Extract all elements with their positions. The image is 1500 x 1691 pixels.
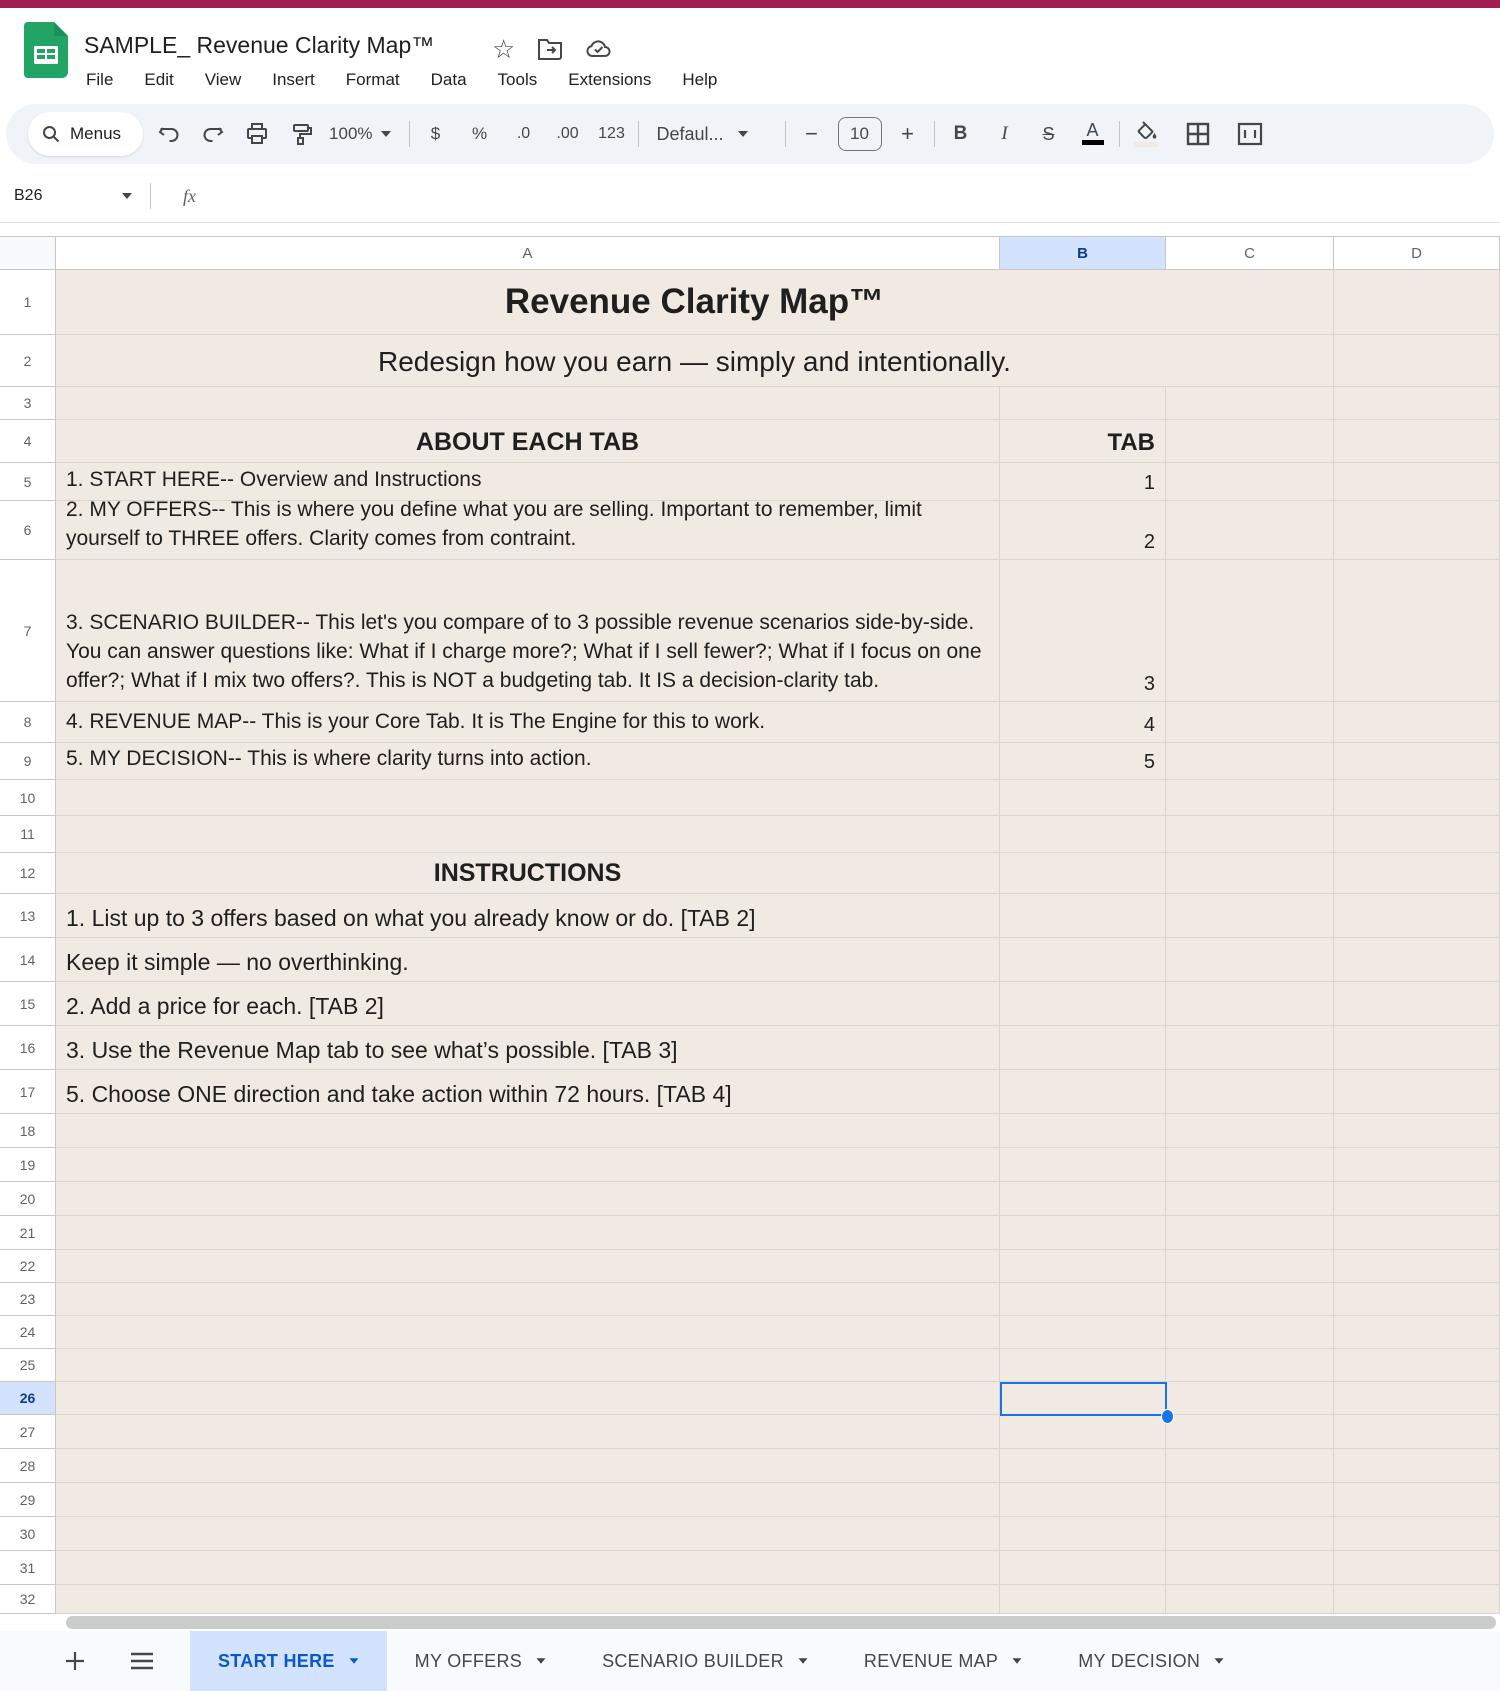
- cell-A22[interactable]: [56, 1250, 1000, 1283]
- cell-C8[interactable]: [1166, 702, 1334, 743]
- bold-button[interactable]: B: [953, 123, 968, 144]
- cell-B17[interactable]: [1000, 1070, 1166, 1114]
- cell-C15[interactable]: [1166, 982, 1334, 1026]
- menu-edit[interactable]: Edit: [144, 70, 174, 89]
- row-header-7[interactable]: 7: [0, 560, 56, 702]
- chevron-down-icon: [349, 1658, 358, 1663]
- redo-button[interactable]: [195, 116, 231, 152]
- cell-B9[interactable]: 5: [1000, 743, 1166, 780]
- menus-label: Menus: [70, 124, 122, 143]
- row-header-1[interactable]: 1: [0, 270, 56, 335]
- cell-B15[interactable]: [1000, 982, 1166, 1026]
- cell-B6[interactable]: 2: [1000, 501, 1166, 560]
- brand-accent-bar: [0, 0, 1500, 8]
- cell-C10[interactable]: [1166, 780, 1334, 816]
- row-header-24[interactable]: 24: [0, 1316, 56, 1349]
- font-select[interactable]: [647, 124, 777, 145]
- tab-label: MY OFFERS: [414, 1650, 523, 1671]
- cell-A4[interactable]: ABOUT EACH TAB: [56, 420, 1000, 463]
- cell-A19[interactable]: [56, 1148, 1000, 1182]
- cell-C28[interactable]: [1166, 1449, 1334, 1483]
- cell-B14[interactable]: [1000, 938, 1166, 982]
- cell-B3[interactable]: [1000, 387, 1166, 420]
- cell-D32[interactable]: [1334, 1585, 1500, 1614]
- cell-C30[interactable]: [1166, 1517, 1334, 1551]
- cell-B16[interactable]: [1000, 1026, 1166, 1070]
- row-header-18[interactable]: 18: [0, 1114, 56, 1148]
- row-header-27[interactable]: 27: [0, 1415, 56, 1449]
- move-folder-icon[interactable]: [537, 38, 563, 60]
- cell-D5[interactable]: [1334, 463, 1500, 501]
- row-header-32[interactable]: 32: [0, 1585, 56, 1614]
- row-header-15[interactable]: 15: [0, 982, 56, 1026]
- cell-A8[interactable]: 4. REVENUE MAP-- This is your Core Tab. It is The Engine for this to work.: [56, 702, 1000, 743]
- number-format-button[interactable]: 123: [598, 125, 625, 142]
- text-color-letter: A: [1086, 120, 1099, 140]
- row-header-6[interactable]: 6: [0, 501, 56, 560]
- chevron-down-icon: [381, 131, 391, 137]
- horizontal-scrollbar: [0, 1614, 1500, 1631]
- tab-label: REVENUE MAP: [863, 1650, 999, 1671]
- toolbar: [6, 104, 1494, 164]
- row-header-4[interactable]: 4: [0, 420, 56, 463]
- cell-B32[interactable]: [1000, 1585, 1166, 1614]
- cell-A29[interactable]: [56, 1483, 1000, 1517]
- cell-D23[interactable]: [1334, 1283, 1500, 1316]
- tab-start-here[interactable]: [190, 1631, 387, 1691]
- decrease-decimal-button[interactable]: .0: [516, 125, 531, 142]
- cell-A1[interactable]: Revenue Clarity Map™: [56, 270, 1334, 335]
- row-header-20[interactable]: 20: [0, 1182, 56, 1216]
- row-header-13[interactable]: 13: [0, 894, 56, 938]
- cell-C21[interactable]: [1166, 1216, 1334, 1250]
- row-header-22[interactable]: 22: [0, 1250, 56, 1283]
- cell-D24[interactable]: [1334, 1316, 1500, 1349]
- tab-label: START HERE: [218, 1650, 335, 1671]
- cell-D16[interactable]: [1334, 1026, 1500, 1070]
- cell-A28[interactable]: [56, 1449, 1000, 1483]
- row-header-23[interactable]: 23: [0, 1283, 56, 1316]
- cell-A23[interactable]: [56, 1283, 1000, 1316]
- horizontal-scrollbar-thumb[interactable]: [66, 1616, 1496, 1629]
- cell-A14[interactable]: Keep it simple — no overthinking.: [56, 938, 1000, 982]
- cell-D10[interactable]: [1334, 780, 1500, 816]
- merge-cells-button[interactable]: [1232, 116, 1268, 152]
- cell-B31[interactable]: [1000, 1551, 1166, 1585]
- cell-D29[interactable]: [1334, 1483, 1500, 1517]
- cell-A10[interactable]: [56, 780, 1000, 816]
- cell-D31[interactable]: [1334, 1551, 1500, 1585]
- row-header-30[interactable]: 30: [0, 1517, 56, 1551]
- fx-icon: fx: [183, 185, 196, 206]
- cell-C17[interactable]: [1166, 1070, 1334, 1114]
- cell-D28[interactable]: [1334, 1449, 1500, 1483]
- cell-B10[interactable]: [1000, 780, 1166, 816]
- menu-format[interactable]: Format: [345, 70, 400, 89]
- menu-view[interactable]: View: [204, 70, 242, 89]
- cell-C27[interactable]: [1166, 1415, 1334, 1449]
- cell-A12[interactable]: INSTRUCTIONS: [56, 853, 1000, 894]
- cell-A17[interactable]: 5. Choose ONE direction and take action within 72 hours. [TAB 4]: [56, 1070, 1000, 1114]
- cell-B28[interactable]: [1000, 1449, 1166, 1483]
- cell-B7[interactable]: 3: [1000, 560, 1166, 702]
- cell-C26[interactable]: [1166, 1382, 1334, 1415]
- cell-D4[interactable]: [1334, 420, 1500, 463]
- add-sheet-button[interactable]: [64, 1650, 86, 1672]
- menu-tools[interactable]: Tools: [497, 70, 538, 89]
- cell-B22[interactable]: [1000, 1250, 1166, 1283]
- menu-data[interactable]: Data: [430, 70, 467, 89]
- tab-label: SCENARIO BUILDER: [602, 1650, 784, 1671]
- column-header-C[interactable]: C: [1166, 236, 1334, 270]
- cell-C23[interactable]: [1166, 1283, 1334, 1316]
- row-header-9[interactable]: 9: [0, 743, 56, 780]
- menu-extensions[interactable]: Extensions: [568, 70, 652, 89]
- zoom-control[interactable]: [319, 124, 400, 144]
- row-header-28[interactable]: 28: [0, 1449, 56, 1483]
- column-header-D[interactable]: D: [1334, 236, 1500, 270]
- cell-D8[interactable]: [1334, 702, 1500, 743]
- decrease-font-size-button[interactable]: −: [805, 121, 818, 146]
- all-sheets-button[interactable]: [130, 1652, 154, 1670]
- cell-D14[interactable]: [1334, 938, 1500, 982]
- tab-my-decision[interactable]: [1050, 1631, 1252, 1691]
- cell-D6[interactable]: [1334, 501, 1500, 560]
- zoom-value: 100%: [329, 124, 373, 143]
- cell-A3[interactable]: [56, 387, 1000, 420]
- cell-C3[interactable]: [1166, 387, 1334, 420]
- cell-C25[interactable]: [1166, 1349, 1334, 1382]
- cell-D2[interactable]: [1334, 335, 1500, 387]
- cell-C13[interactable]: [1166, 894, 1334, 938]
- paint-format-button[interactable]: [283, 116, 319, 152]
- cell-C12[interactable]: [1166, 853, 1334, 894]
- row-header-11[interactable]: 11: [0, 816, 56, 853]
- cell-A2[interactable]: Redesign how you earn — simply and intentionally.: [56, 335, 1334, 387]
- chevron-down-icon: [1013, 1658, 1022, 1663]
- cell-C5[interactable]: [1166, 463, 1334, 501]
- cell-B13[interactable]: [1000, 894, 1166, 938]
- cell-D15[interactable]: [1334, 982, 1500, 1026]
- cell-B19[interactable]: [1000, 1148, 1166, 1182]
- cell-D26[interactable]: [1334, 1382, 1500, 1415]
- cell-C32[interactable]: [1166, 1585, 1334, 1614]
- increase-font-size-button[interactable]: +: [901, 121, 914, 146]
- cell-A25[interactable]: [56, 1349, 1000, 1382]
- cell-B5[interactable]: 1: [1000, 463, 1166, 501]
- row-header-19[interactable]: 19: [0, 1148, 56, 1182]
- borders-button[interactable]: [1180, 116, 1216, 152]
- cell-B20[interactable]: [1000, 1182, 1166, 1216]
- cell-D1[interactable]: [1334, 270, 1500, 335]
- cell-D9[interactable]: [1334, 743, 1500, 780]
- cell-D17[interactable]: [1334, 1070, 1500, 1114]
- chevron-down-icon: [738, 131, 748, 137]
- cell-D13[interactable]: [1334, 894, 1500, 938]
- cell-C24[interactable]: [1166, 1316, 1334, 1349]
- cell-C22[interactable]: [1166, 1250, 1334, 1283]
- chevron-down-icon: [798, 1658, 807, 1663]
- cell-D20[interactable]: [1334, 1182, 1500, 1216]
- cell-B11[interactable]: [1000, 816, 1166, 853]
- row-header-21[interactable]: 21: [0, 1216, 56, 1250]
- cell-A27[interactable]: [56, 1415, 1000, 1449]
- cell-C11[interactable]: [1166, 816, 1334, 853]
- sheets-logo-icon[interactable]: [24, 22, 68, 78]
- cell-B29[interactable]: [1000, 1483, 1166, 1517]
- column-header-B[interactable]: B: [1000, 236, 1166, 270]
- cell-C7[interactable]: [1166, 560, 1334, 702]
- font-name: Defaul...: [656, 123, 724, 144]
- menubar: [86, 70, 717, 90]
- font-size-input[interactable]: 10: [838, 117, 882, 151]
- cell-C14[interactable]: [1166, 938, 1334, 982]
- row-header-2[interactable]: 2: [0, 335, 56, 387]
- cell-B8[interactable]: 4: [1000, 702, 1166, 743]
- cell-D18[interactable]: [1334, 1114, 1500, 1148]
- fill-handle[interactable]: [1161, 1409, 1174, 1424]
- cell-D7[interactable]: [1334, 560, 1500, 702]
- formula-input[interactable]: [196, 170, 1500, 222]
- cell-B27[interactable]: [1000, 1415, 1166, 1449]
- tab-scenario-builder[interactable]: [574, 1631, 836, 1691]
- star-icon[interactable]: ☆: [492, 34, 516, 64]
- print-button[interactable]: [239, 116, 275, 152]
- cell-D12[interactable]: [1334, 853, 1500, 894]
- select-all-corner[interactable]: [0, 236, 56, 270]
- cell-B30[interactable]: [1000, 1517, 1166, 1551]
- cell-A15[interactable]: 2. Add a price for each. [TAB 2]: [56, 982, 1000, 1026]
- cell-C4[interactable]: [1166, 420, 1334, 463]
- cell-C29[interactable]: [1166, 1483, 1334, 1517]
- cell-A26[interactable]: [56, 1382, 1000, 1415]
- menu-file[interactable]: File: [86, 70, 114, 89]
- menu-insert[interactable]: Insert: [272, 70, 315, 89]
- cell-D22[interactable]: [1334, 1250, 1500, 1283]
- cell-D30[interactable]: [1334, 1517, 1500, 1551]
- cell-B23[interactable]: [1000, 1283, 1166, 1316]
- row-header-29[interactable]: 29: [0, 1483, 56, 1517]
- chevron-down-icon: [537, 1658, 546, 1663]
- chevron-down-icon: [1215, 1658, 1224, 1663]
- format-currency-button[interactable]: $: [430, 124, 441, 143]
- increase-decimal-button[interactable]: .00: [556, 125, 579, 142]
- cell-A6[interactable]: 2. MY OFFERS-- This is where you define what you are selling. Important to remember, limit yourself to THREE offers. Clarity comes from contraint.: [56, 501, 1000, 560]
- cell-D21[interactable]: [1334, 1216, 1500, 1250]
- name-box[interactable]: [0, 187, 132, 205]
- cell-C16[interactable]: [1166, 1026, 1334, 1070]
- cell-D19[interactable]: [1334, 1148, 1500, 1182]
- row-header-31[interactable]: 31: [0, 1551, 56, 1585]
- search-icon: [42, 125, 60, 143]
- column-header-A[interactable]: A: [56, 236, 1000, 270]
- cell-B21[interactable]: [1000, 1216, 1166, 1250]
- cell-A24[interactable]: [56, 1316, 1000, 1349]
- cell-D3[interactable]: [1334, 387, 1500, 420]
- italic-button[interactable]: I: [1001, 123, 1008, 144]
- row-header-3[interactable]: 3: [0, 387, 56, 420]
- cell-A5[interactable]: 1. START HERE-- Overview and Instructions: [56, 463, 1000, 501]
- cell-A32[interactable]: [56, 1585, 1000, 1614]
- menu-help[interactable]: Help: [682, 70, 718, 89]
- row-header-5[interactable]: 5: [0, 463, 56, 501]
- cell-A9[interactable]: 5. MY DECISION-- This is where clarity turns into action.: [56, 743, 1000, 780]
- sheet-tab-bar: [0, 1631, 1500, 1691]
- cell-A16[interactable]: 3. Use the Revenue Map tab to see what’s possible. [TAB 3]: [56, 1026, 1000, 1070]
- cell-B12[interactable]: [1000, 853, 1166, 894]
- cell-A7[interactable]: 3. SCENARIO BUILDER-- This let's you compare of to 3 possible revenue scenarios side-by-side. You can answer questions like: What if I charge more?; What if I sell fewer?; What if I focus on one offer?; What if I mix two offers?. This is NOT a budgeting tab. It IS a decision-clarity tab.: [56, 560, 1000, 702]
- cell-D11[interactable]: [1334, 816, 1500, 853]
- row-header-16[interactable]: 16: [0, 1026, 56, 1070]
- selected-cell-B26[interactable]: [1000, 1382, 1167, 1416]
- cell-C20[interactable]: [1166, 1182, 1334, 1216]
- format-percent-button[interactable]: %: [471, 124, 488, 143]
- row-header-25[interactable]: 25: [0, 1349, 56, 1382]
- cell-A13[interactable]: 1. List up to 3 offers based on what you already know or do. [TAB 2]: [56, 894, 1000, 938]
- cloud-status-icon[interactable]: [585, 39, 613, 59]
- cell-C9[interactable]: [1166, 743, 1334, 780]
- row-header-10[interactable]: 10: [0, 780, 56, 816]
- row-header-12[interactable]: 12: [0, 853, 56, 894]
- cell-A18[interactable]: [56, 1114, 1000, 1148]
- menus-search-pill[interactable]: [28, 112, 143, 156]
- document-title[interactable]: SAMPLE_ Revenue Clarity Map™: [84, 32, 435, 58]
- titlebar: [0, 8, 1500, 104]
- tab-my-offers[interactable]: [387, 1631, 574, 1691]
- active-cell-reference: B26: [14, 187, 43, 204]
- cell-B24[interactable]: [1000, 1316, 1166, 1349]
- cell-C6[interactable]: [1166, 501, 1334, 560]
- cell-A20[interactable]: [56, 1182, 1000, 1216]
- chevron-down-icon: [122, 193, 132, 199]
- tab-label: MY DECISION: [1078, 1650, 1201, 1671]
- row-header-17[interactable]: 17: [0, 1070, 56, 1114]
- row-header-14[interactable]: 14: [0, 938, 56, 982]
- strikethrough-button[interactable]: S: [1042, 123, 1055, 144]
- fill-color-button[interactable]: [1128, 116, 1164, 152]
- cell-D25[interactable]: [1334, 1349, 1500, 1382]
- cell-B4[interactable]: TAB: [1000, 420, 1166, 463]
- cell-C31[interactable]: [1166, 1551, 1334, 1585]
- cell-A30[interactable]: [56, 1517, 1000, 1551]
- undo-button[interactable]: [151, 116, 187, 152]
- cell-B25[interactable]: [1000, 1349, 1166, 1382]
- cell-A11[interactable]: [56, 816, 1000, 853]
- cell-D27[interactable]: [1334, 1415, 1500, 1449]
- row-header-26[interactable]: 26: [0, 1382, 56, 1415]
- cell-A21[interactable]: [56, 1216, 1000, 1250]
- cell-C19[interactable]: [1166, 1148, 1334, 1182]
- cell-B18[interactable]: [1000, 1114, 1166, 1148]
- cell-C18[interactable]: [1166, 1114, 1334, 1148]
- tab-revenue-map[interactable]: [836, 1631, 1050, 1691]
- spreadsheet-grid: [0, 236, 1500, 1614]
- row-header-8[interactable]: 8: [0, 702, 56, 743]
- formula-bar: [0, 170, 1500, 223]
- text-color-button[interactable]: [1075, 116, 1111, 152]
- cell-A31[interactable]: [56, 1551, 1000, 1585]
